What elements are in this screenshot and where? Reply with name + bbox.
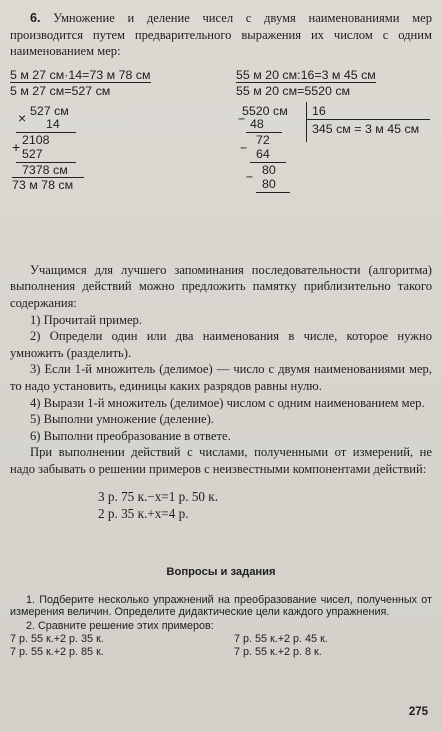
div-bar bbox=[306, 102, 307, 142]
div-minus-2: − bbox=[240, 140, 248, 155]
page-number: 275 bbox=[408, 706, 428, 718]
intro-paragraph bbox=[10, 10, 432, 60]
examples-block bbox=[10, 66, 432, 224]
equations bbox=[10, 488, 432, 522]
div-rem-2: 80 bbox=[262, 162, 276, 177]
div-line-1: 55 м 20 см:16=3 м 45 см bbox=[236, 67, 376, 82]
div-rem-1: 72 bbox=[256, 132, 270, 147]
memo-item: 2) Определи один или два наименования в числе, которое нужно умножить (разделить). bbox=[10, 329, 432, 360]
memo-item: 6) Выполни преобразование в ответе. bbox=[30, 428, 231, 443]
equation-1: 3 р. 75 к.−x=1 р. 50 к. bbox=[98, 488, 219, 504]
equation-2: 2 р. 35 к.+x=4 р. bbox=[98, 505, 189, 521]
item-number: 6. bbox=[30, 11, 41, 25]
div-rule-3 bbox=[256, 192, 290, 193]
example-left-1: 7 р. 55 к.+2 р. 35 к. bbox=[10, 633, 104, 646]
memo-item: 1) Прочитай пример. bbox=[30, 312, 142, 327]
question-1: 1. Подберите несколько упражнений на преобразование чисел, полученных от измерения величин. Определите дидактические цели каждого упражнения. bbox=[10, 593, 432, 619]
div-minus-3: − bbox=[246, 169, 254, 184]
mult-result: 73 м 78 см bbox=[12, 177, 74, 192]
div-line-2: 55 м 20 см=5520 см bbox=[236, 83, 351, 98]
div-dividend: 5520 см bbox=[242, 103, 288, 118]
memo-list bbox=[10, 312, 432, 445]
plus-sign: + bbox=[12, 138, 21, 155]
example-right-1: 7 р. 55 к.+2 р. 45 к. bbox=[234, 633, 328, 646]
mult-operand-b: 14 bbox=[46, 116, 60, 131]
mult-sum: 7378 см bbox=[22, 162, 68, 177]
div-divisor: 16 bbox=[312, 103, 326, 118]
mult-line-1: 5 м 27 см·14=73 м 78 см bbox=[10, 67, 151, 82]
memo-item: 3) Если 1-й множитель (делимое) — число с двумя наименованиями мер, то надо установить, единицы каких разрядов равны нулю. bbox=[10, 362, 432, 393]
memo-item: 5) Выполни умножение (деление). bbox=[30, 412, 214, 427]
div-minus-1: − bbox=[238, 111, 246, 126]
example-right-2: 7 р. 55 к.+2 р. 8 к. bbox=[234, 646, 322, 659]
intro-text: Умножение и деление чисел с двумя наименованиями мер производится путем предварительного выражения их числом с одним наименованием мер: bbox=[10, 11, 432, 59]
mult-line-2: 5 м 27 см=527 см bbox=[10, 83, 111, 98]
div-sub-1: 48 bbox=[250, 116, 264, 131]
example-left-2: 7 р. 55 к.+2 р. 85 к. bbox=[10, 646, 104, 659]
memo-after: При выполнении действий с числами, полученными от измерений, не надо забывать о решении примеров с неизвестными компонентами действий: bbox=[10, 445, 432, 476]
div-sub-3: 80 bbox=[262, 176, 276, 191]
div-quotient: 345 см = 3 м 45 см bbox=[312, 121, 420, 136]
section-title: Вопросы и задания bbox=[166, 565, 276, 578]
question-2-examples bbox=[10, 632, 432, 660]
div-quotient-rule bbox=[306, 119, 430, 120]
memo-intro: Учащимся для лучшего запоминания последовательности (алгоритма) выполнения действий можно предложить памятку приблизительно такого содержания: bbox=[10, 262, 432, 310]
memo-item: 4) Вырази 1-й множитель (делимое) числом с одним наименованием мер. bbox=[30, 395, 425, 410]
div-sub-2: 64 bbox=[256, 146, 270, 161]
mult-partial-1: 2108 bbox=[22, 132, 50, 147]
questions-block bbox=[10, 594, 432, 661]
question-2: 2. Сравните решение этих примеров: bbox=[26, 619, 214, 632]
mult-partial-2: 527 bbox=[22, 146, 43, 161]
mult-operand-a: 527 см bbox=[30, 103, 69, 118]
mult-sign: × bbox=[18, 109, 27, 126]
